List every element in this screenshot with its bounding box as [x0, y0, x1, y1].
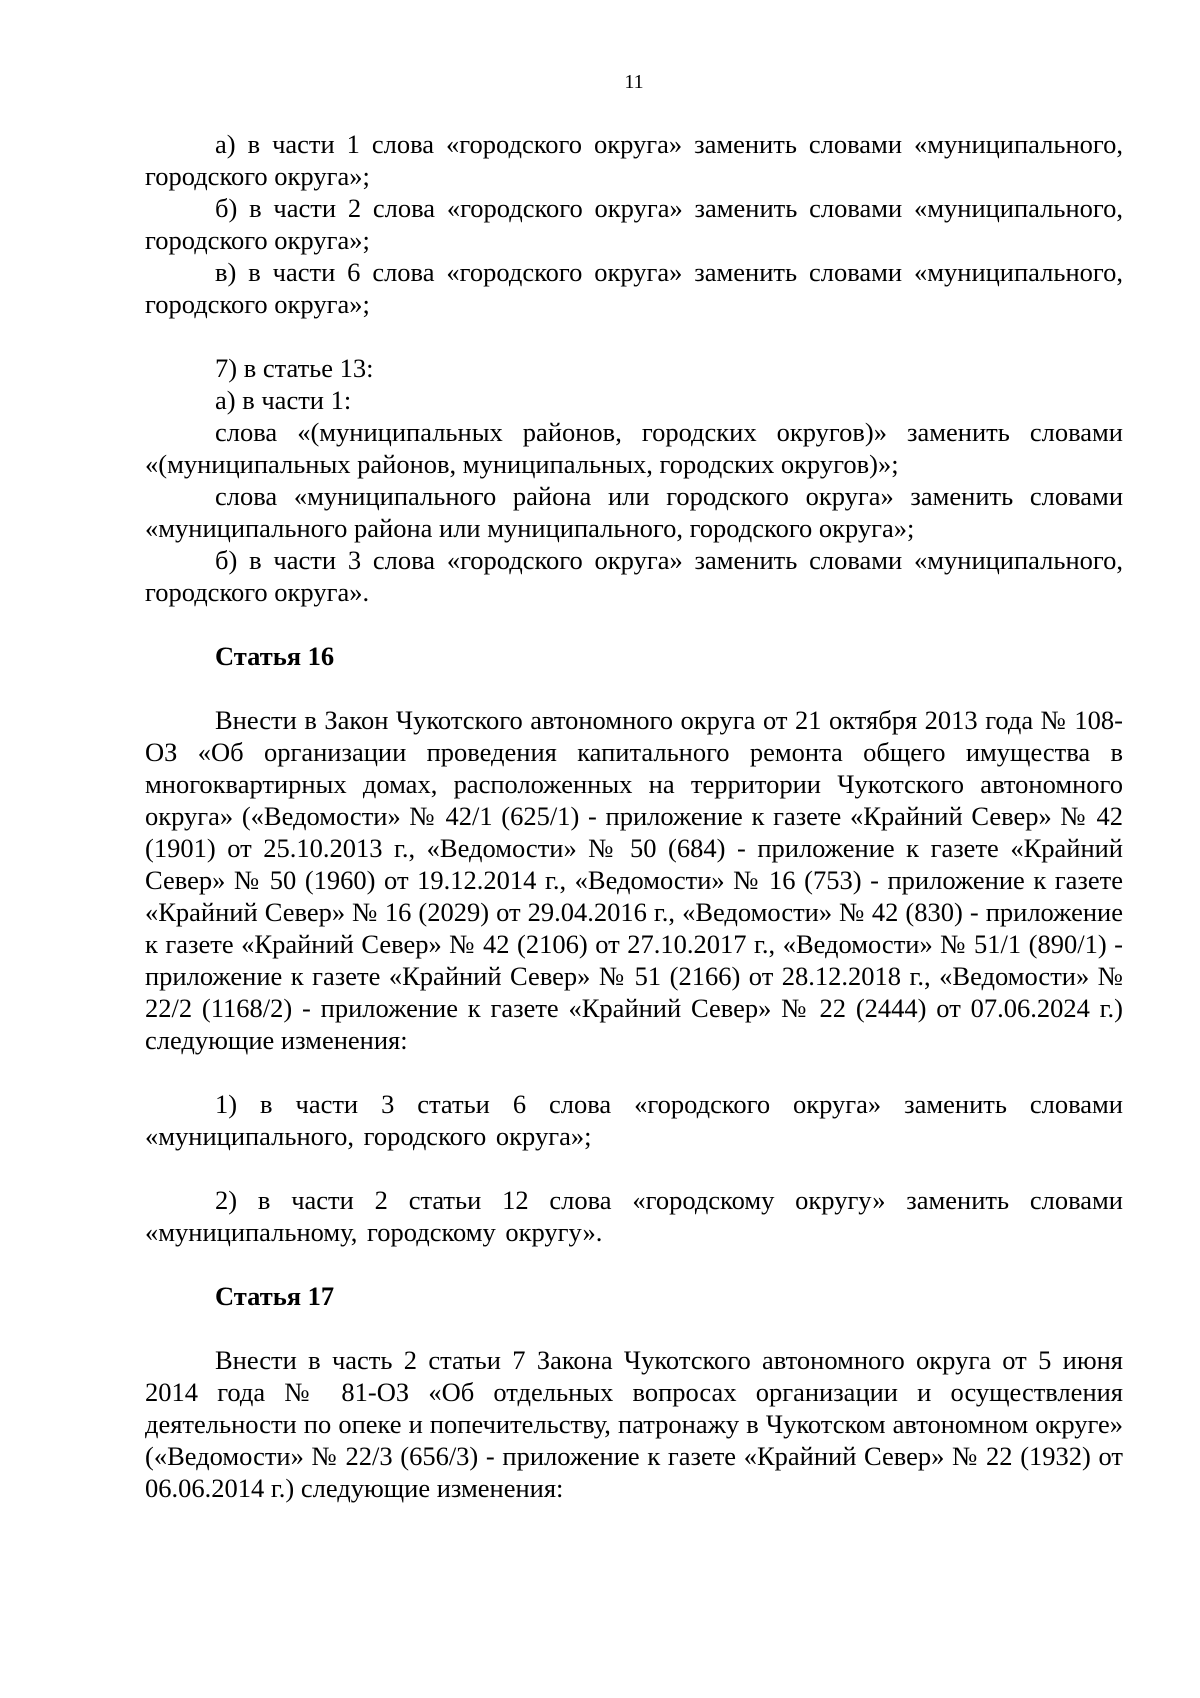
paragraph-subitem-a: а) в части 1: [215, 385, 352, 415]
paragraph-item-7: 7) в статье 13: [215, 353, 374, 383]
article-16-item-1: 1) в части 3 статьи 6 слова «городского округа» заменить словами «муниципального, городского округа»; [145, 1089, 1123, 1151]
page-number: 11 [624, 71, 644, 93]
paragraph-words-1: слова «(муниципальных районов, городских округов)» заменить словами «(муниципальных районов, муниципальных, городских округов)»; [145, 417, 1123, 479]
paragraph-words-2: слова «муниципального района или городского округа» заменить словами «муниципального района или муниципального, городского округа»; [145, 481, 1123, 543]
article-16-heading: Статья 16 [215, 641, 335, 671]
paragraph-part-6: в) в части 6 слова «городского округа» заменить словами «муниципального, городского округа»; [145, 257, 1123, 319]
paragraph-subitem-b: б) в части 3 слова «городского округа» заменить словами «муниципального, городского округа». [145, 545, 1123, 607]
document-page [145, 70, 1123, 1504]
article-17-intro: Внести в часть 2 статьи 7 Закона Чукотского автономного округа от 5 июня 2014 года № 81-ОЗ «Об отдельных вопросах организации и осуществления деятельности по опеке и попечительству, патронажу в Чукотском автономном округе» («Ведомости» № 22/3 (656/3) - приложение к газете «Крайний Север» № 22 (1932) от 06.06.2014 г.) следующие изменения: [145, 1345, 1123, 1503]
article-17-heading: Статья 17 [215, 1281, 335, 1311]
article-16-intro: Внести в Закон Чукотского автономного округа от 21 октября 2013 года № 108-ОЗ «Об организации проведения капитального ремонта общего имущества в многоквартирных домах, расположенных на территории Чукотского автономного округа» («Ведомости» № 42/1 (625/1) - приложение к газете «Крайний Север» № 42 (1901) от 25.10.2013 г., «Ведомости» № 50 (684) - приложение к газете «Крайний Север» № 50 (1960) от 19.12.2014 г., «Ведомости» № 16 (753) - приложение к газете «Крайний Север» № 16 (2029) от 29.04.2016 г., «Ведомости» № 42 (830) - приложение к газете «Крайний Север» № 42 (2106) от 27.10.2017 г., «Ведомости» № 51/1 (890/1) - приложение к газете «Крайний Север» № 51 (2166) от 28.12.2018 г., «Ведомости» № 22/2 (1168/2) - приложение к газете «Крайний Север» № 22 (2444) от 07.06.2024 г.) следующие изменения: [145, 705, 1123, 1055]
article-16-item-2: 2) в части 2 статьи 12 слова «городскому округу» заменить словами «муниципальному, городскому округу». [145, 1185, 1123, 1247]
paragraph-part-2: б) в части 2 слова «городского округа» заменить словами «муниципального, городского округа»; [145, 193, 1123, 255]
paragraph-part-1: а) в части 1 слова «городского округа» заменить словами «муниципального, городского округа»; [145, 129, 1123, 191]
